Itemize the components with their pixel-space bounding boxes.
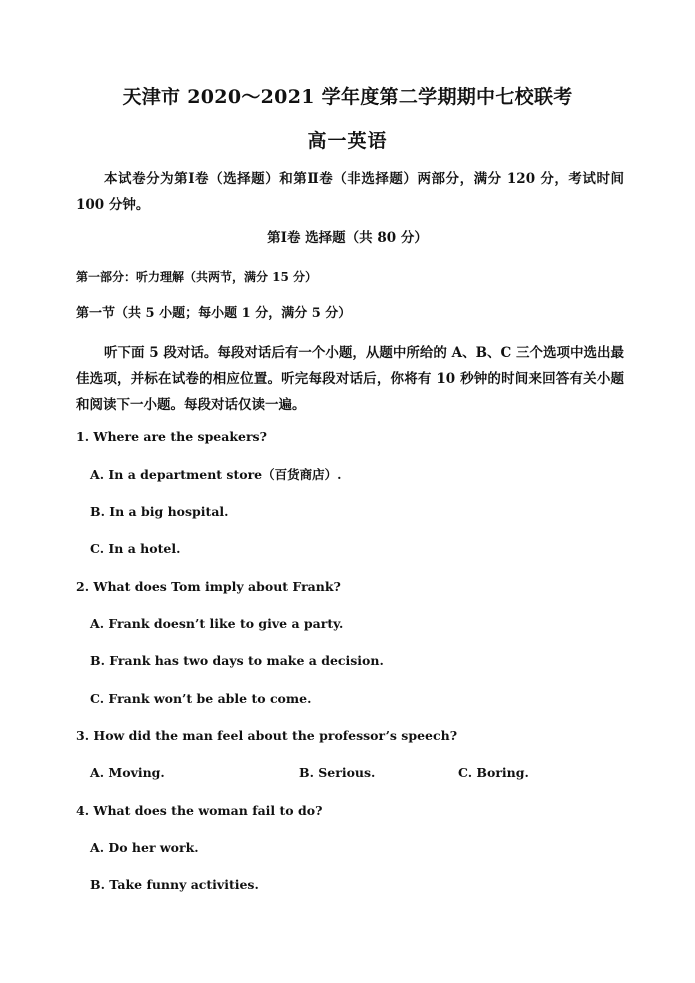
exam-intro: 本试卷分为第Ⅰ卷（选择题）和第Ⅱ卷（非选择题）两部分，满分 120 分，考试时间 100 分钟。	[76, 171, 624, 213]
exam-title: 天津市 2020～2021 学年度第二学期期中七校联考	[122, 86, 573, 108]
question-3-option-c: C. Boring.	[458, 765, 529, 780]
question-4-option-b: B. Take funny activities.	[90, 877, 259, 892]
listening-instructions: 听下面 5 段对话。每段对话后有一个小题，从题中所给的 A、B、C 三个选项中选出最佳选项，并标在试卷的相应位置。听完每段对话后，你将有 10 秒钟的时间来回答有关小题和阅读下一小题。每段对话仅读一遍。	[76, 345, 624, 413]
question-1-stem: 1. Where are the speakers?	[76, 429, 267, 444]
part-heading: 第一部分：听力理解（共两节，满分 15 分）	[76, 270, 318, 284]
question-1-option-a: A. In a department store（百货商店）.	[90, 467, 342, 482]
question-3-stem: 3. How did the man feel about the professor’s speech?	[76, 728, 458, 743]
question-4-stem: 4. What does the woman fail to do?	[76, 803, 323, 818]
question-3-option-a: A. Moving.	[90, 765, 165, 780]
section-title: 第Ⅰ卷 选择题（共 80 分）	[267, 230, 428, 246]
question-2-option-a: A. Frank doesn’t like to give a party.	[90, 616, 344, 631]
question-4-option-a: A. Do her work.	[90, 840, 199, 855]
question-2-option-c: C. Frank won’t be able to come.	[90, 691, 312, 706]
exam-subject: 高一英语	[307, 130, 388, 152]
subsection-heading: 第一节（共 5 小题；每小题 1 分，满分 5 分）	[76, 306, 352, 321]
question-1-option-c: C. In a hotel.	[90, 541, 181, 556]
question-3-option-b: B. Serious.	[299, 765, 376, 780]
question-1-option-b: B. In a big hospital.	[90, 504, 229, 519]
question-2-option-b: B. Frank has two days to make a decision.	[90, 653, 384, 668]
question-2-stem: 2. What does Tom imply about Frank?	[76, 579, 341, 594]
